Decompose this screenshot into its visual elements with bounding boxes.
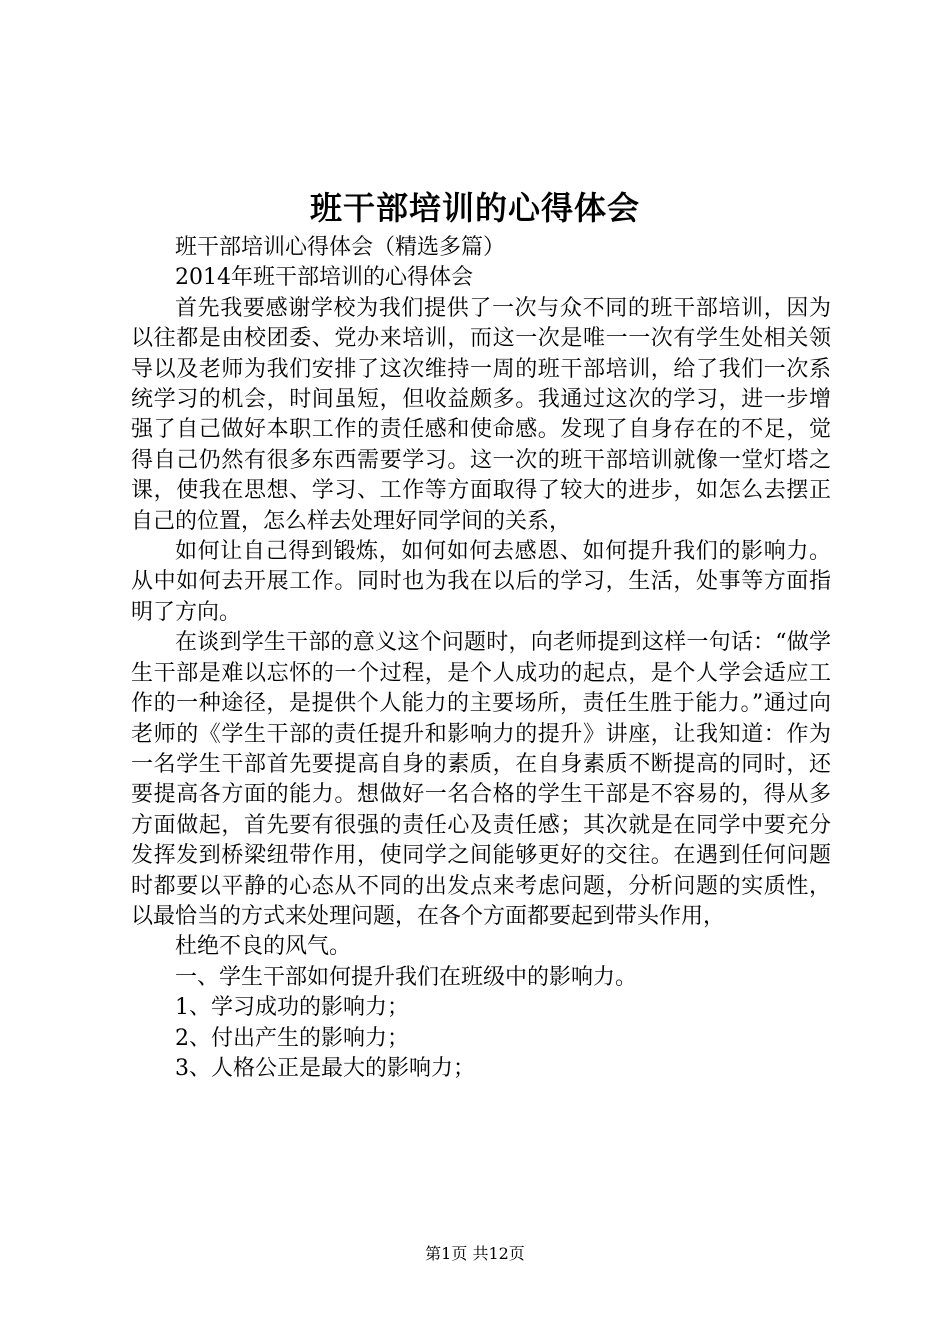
paragraph-1: 首先我要感谢学校为我们提供了一次与众不同的班干部培训，因为以往都是由校团委、党办来培训，而这一次是唯一一次有学生处相关领导以及老师为我们安排了这次维持一周的班干部培训，给了我们一次系统学习的机会，时间虽短，但收益颇多。我通过这次的学习，进一步增强了自己做好本职工作的责任感和使命感。发现了自身存在的不足，觉得自己仍然有很多东西需要学习。这一次的班干部培训就像一堂灯塔之课，使我在思想、学习、工作等方面取得了较大的进步，如怎么去摆正自己的位置，怎么样去处理好同学间的关系， bbox=[131, 295, 831, 534]
document-body bbox=[131, 233, 831, 1084]
paragraph-heading: 2014年班干部培训的心得体会 bbox=[175, 265, 473, 291]
paragraph-4: 杜绝不良的风气。 bbox=[175, 934, 352, 960]
paragraph-subtitle: 班干部培训心得体会（精选多篇） bbox=[175, 235, 506, 260]
paragraph-2: 如何让自己得到锻炼，如何如何去感恩、如何提升我们的影响力。从中如何去开展工作。同时也为我在以后的学习，生活，处事等方面指明了方向。 bbox=[131, 539, 831, 625]
list-item-3: 3、人格公正是最大的影响力； bbox=[175, 1055, 475, 1081]
document-title: 班干部培训的心得体会 bbox=[309, 189, 640, 227]
section-heading: 一、学生干部如何提升我们在班级中的影响力。 bbox=[175, 964, 638, 990]
page-footer: 第1页 共12页 bbox=[425, 1244, 525, 1263]
list-item-1: 1、学习成功的影响力； bbox=[175, 995, 409, 1021]
paragraph-3: 在谈到学生干部的意义这个问题时，向老师提到这样一句话：“做学生干部是难以忘怀的一个过程，是个人成功的起点，是个人学会适应工作的一种途径，是提供个人能力的主要场所，责任生胜于能力。”通过向老师的《学生干部的责任提升和影响力的提升》讲座，让我知道：作为一名学生干部首先要提高自身的素质，在自身素质不断提高的同时，还要提高各方面的能力。想做好一名合格的学生干部是不容易的，得从多方面做起，首先要有很强的责任心及责任感；其次就是在同学中要充分发挥发到桥梁纽带作用，使同学之间能够更好的交往。在遇到任何问题时都要以平静的心态从不同的出发点来考虑问题，分析问题的实质性，以最恰当的方式来处理问题，在各个方面都要起到带头作用， bbox=[131, 630, 831, 929]
list-item-2: 2、付出产生的影响力； bbox=[175, 1025, 409, 1051]
